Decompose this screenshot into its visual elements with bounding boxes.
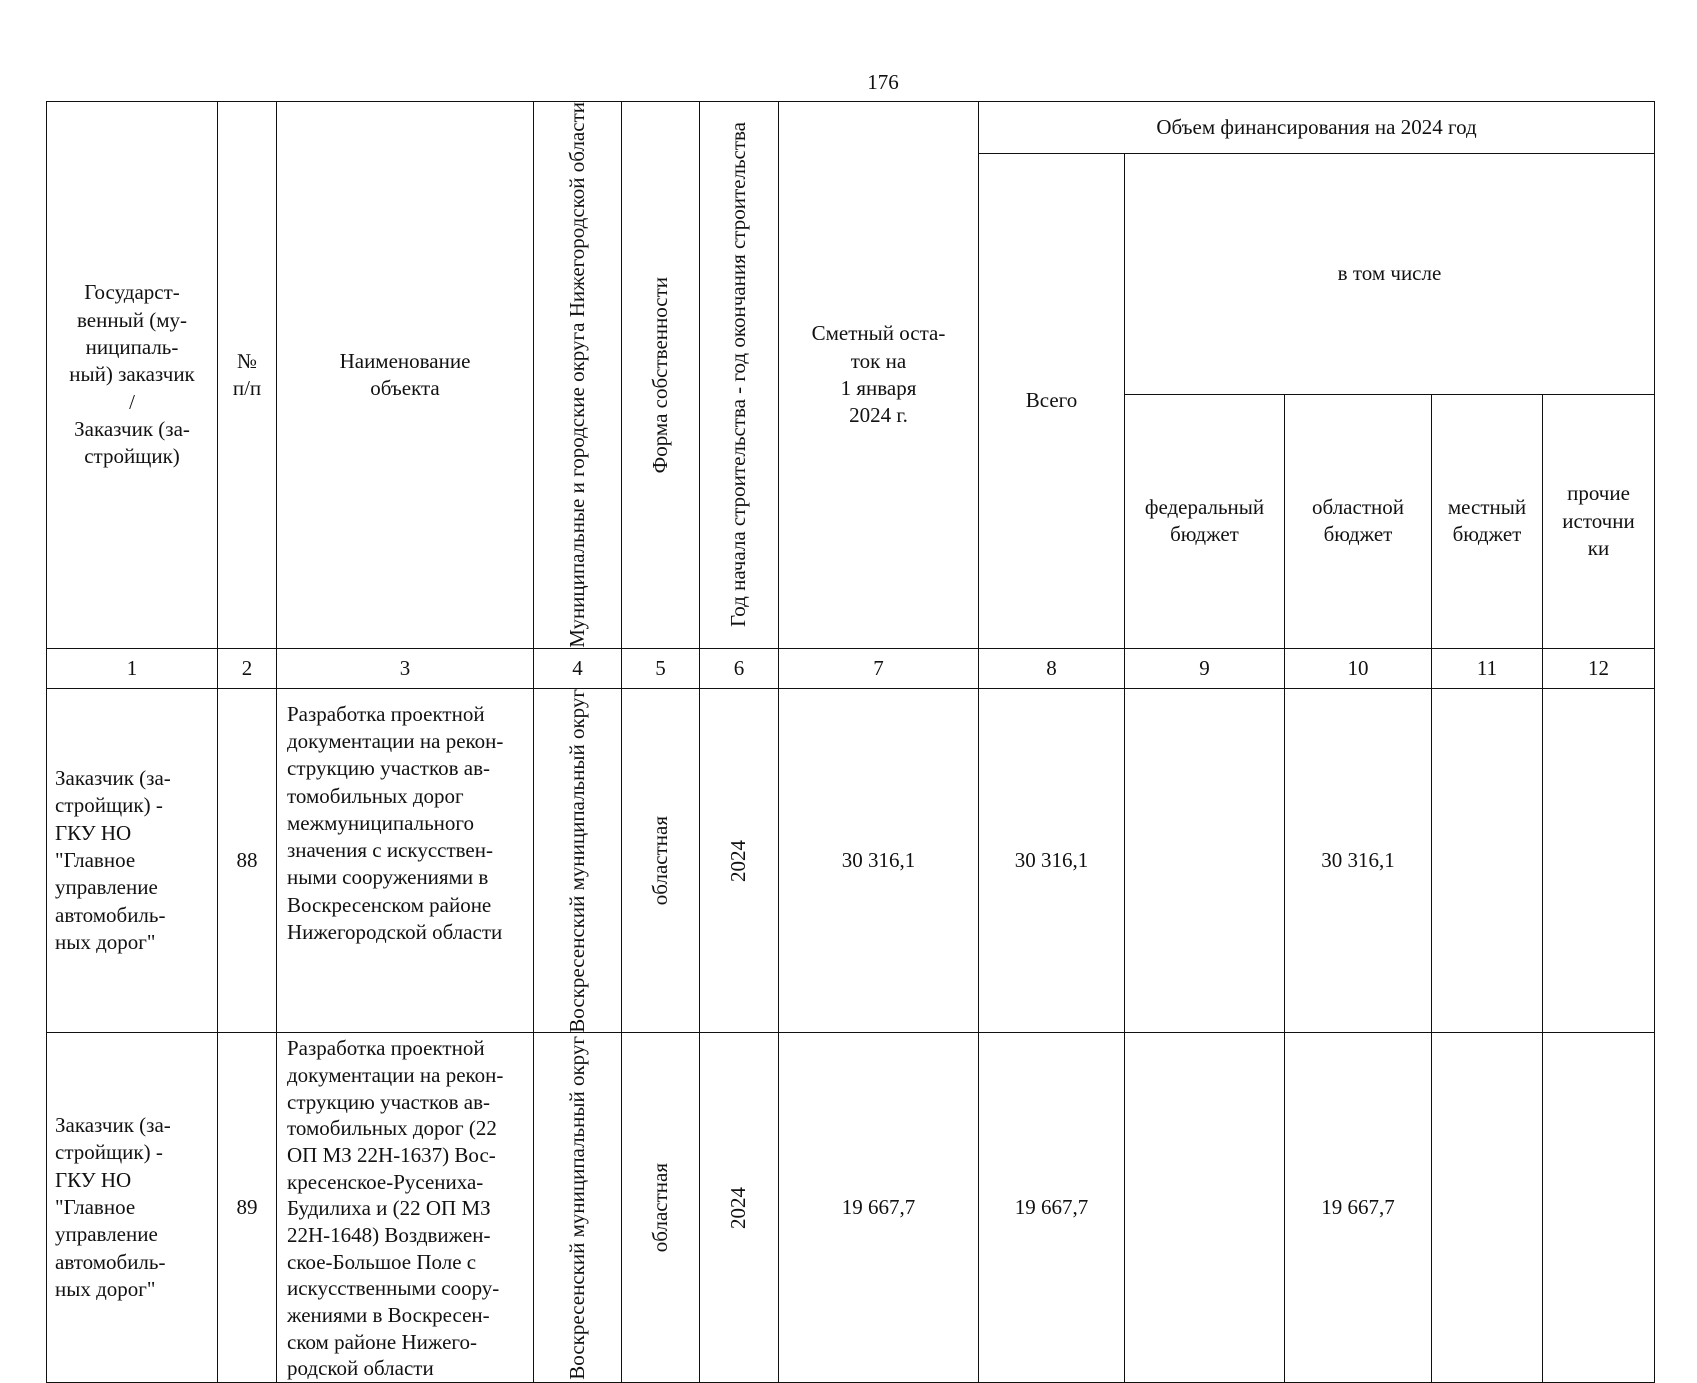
regional-cell: 19 667,7 [1285,1033,1432,1383]
client-text: Заказчик (за- стройщик) - ГКУ НО "Главное управление автомобиль- ных дорог" [55,1113,171,1301]
estimated-balance-cell: 19 667,7 [779,1033,979,1383]
header-number [218,102,277,649]
header-object-name [277,102,534,649]
column-number: 10 [1285,648,1432,688]
header-district [534,102,622,649]
object-name-cell [277,1033,534,1383]
column-number: 7 [779,648,979,688]
object-name-text: Разработка проектной документации на рекон- струкцию участков ав- томобильных дорог межмуниципального значения с искусствен- ными сооружениями в Воскресенском районе Нижегородской области [287,701,504,945]
column-number: 12 [1543,648,1655,688]
column-number: 1 [47,648,218,688]
table-row [47,1033,1655,1383]
ownership-cell [622,688,700,1033]
object-name-text: Разработка проектной документации на рекон- струкцию участков ав- томобильных дорог (22 ОП МЗ 22Н-1637) Вос- кресенское-Русениха- Будилиха и (22 ОП МЗ 22Н-1648) Воздвижен- ское-Большое Поле с искусственными соору- жениями в Воскресен- ском районе Нижего- родской области [287,1036,504,1381]
district-cell [534,688,622,1033]
ownership-cell [622,1033,700,1383]
other-cell [1543,688,1655,1033]
district-text: Воскресенский муниципальный округ [564,688,589,1033]
column-number: 6 [700,648,779,688]
financing-table [46,101,1655,1383]
column-number-row [47,648,1655,688]
column-number: 11 [1432,648,1543,688]
header-object-name-text: Наименование объекта [339,348,471,400]
ownership-text: областная [647,815,672,906]
federal-cell [1125,688,1285,1033]
local-cell [1432,688,1543,1033]
federal-cell [1125,1033,1285,1383]
client-cell [47,1033,218,1383]
client-cell [47,688,218,1033]
header-ownership-text: Форма собственности [647,276,672,474]
header-ownership [622,102,700,649]
number-cell: 89 [218,1033,277,1383]
object-name-cell [277,688,534,1033]
total-cell: 19 667,7 [979,1033,1125,1383]
column-number: 8 [979,648,1125,688]
column-number: 2 [218,648,277,688]
table-row [47,688,1655,1033]
header-financing: Объем финансирования на 2024 год [979,102,1655,154]
district-text: Воскресенский муниципальный округ [564,1035,589,1380]
header-number-text: № п/п [232,348,262,400]
header-federal [1125,394,1285,648]
header-client [47,102,218,649]
years-text: 2024 [726,1186,751,1229]
total-cell: 30 316,1 [979,688,1125,1033]
header-local-text: местный бюджет [1447,494,1527,547]
header-regional-text: областной бюджет [1312,494,1404,547]
header-including: в том числе [1125,154,1655,395]
years-cell [700,1033,779,1383]
header-total: Всего [979,154,1125,649]
estimated-balance-cell: 30 316,1 [779,688,979,1033]
header-regional [1285,394,1432,648]
header-client-text: Государст- венный (му- ниципаль- ный) заказчик / Заказчик (за- стройщик) [69,280,195,469]
header-years [700,102,779,649]
other-cell [1543,1033,1655,1383]
header-district-text: Муниципальные и городские округа Нижегородской области [564,102,589,648]
page-number: 176 [867,70,899,94]
years-text: 2024 [726,839,751,882]
column-number: 5 [622,648,700,688]
header-estimated-balance-text: Сметный оста- ток на 1 января 2024 г. [811,321,946,428]
header-years-text: Год начала строительства - год окончания строительства [726,122,751,628]
column-number: 9 [1125,648,1285,688]
header-row [47,102,1655,154]
ownership-text: областная [647,1163,672,1253]
years-cell [700,688,779,1033]
header-federal-text: федеральный бюджет [1144,494,1265,547]
column-number: 4 [534,648,622,688]
header-local [1432,394,1543,648]
number-cell: 88 [218,688,277,1033]
header-other-text: прочие источни ки [1562,481,1635,560]
header-other [1543,394,1655,648]
header-estimated-balance [779,102,979,649]
regional-cell: 30 316,1 [1285,688,1432,1033]
local-cell [1432,1033,1543,1383]
client-text: Заказчик (за- стройщик) - ГКУ НО "Главное управление автомобиль- ных дорог" [55,766,171,954]
column-number: 3 [277,648,534,688]
district-cell [534,1033,622,1383]
